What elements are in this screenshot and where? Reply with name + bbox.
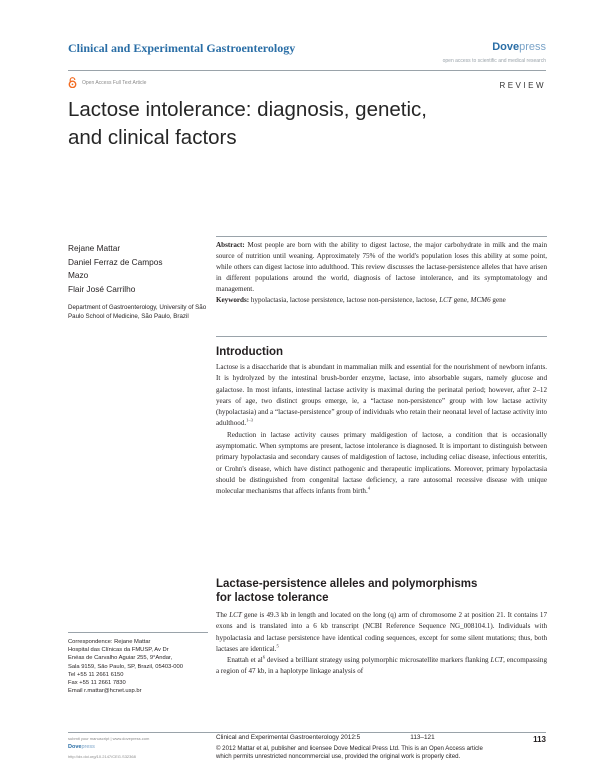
- author-list: [68, 242, 208, 296]
- brand-bold: Dove: [492, 41, 520, 53]
- footer-doi-link[interactable]: http://dx.doi.org/10.2147/CEG.S32368: [68, 754, 136, 759]
- footer-journal-citation: [216, 734, 435, 741]
- header-rule: [68, 70, 546, 71]
- intro-paragraph-2: [216, 430, 547, 498]
- corr-tel: Tel +55 11 2661 6150: [68, 671, 124, 678]
- introduction-body: [216, 362, 547, 498]
- affiliation: Department of Gastroenterology, University of São Paulo School of Medicine, São Paulo, Brazil: [68, 304, 207, 320]
- lactase-p2-b: devised a brilliant strategy using polymorphic microsatellite markers flanking: [264, 656, 491, 665]
- copyright-line-2: which permits unrestricted noncommercial use, provided the original work is properly cited.: [216, 753, 461, 761]
- open-access-lock-icon: [68, 77, 77, 88]
- dovepress-logo: [492, 41, 546, 53]
- correspondence-block: [68, 638, 210, 695]
- keyword-mcm6: MCM6: [470, 295, 491, 304]
- corr-email: Email r.mattar@hcnet.usp.br: [68, 688, 142, 695]
- author-2: Daniel Ferraz de Campos: [68, 256, 163, 267]
- intro-p1-ref: 1–3: [246, 418, 253, 424]
- lactase-p1-text: gene is 49.3 kb in length and located on the long (q) arm of chromosome 2 at position 21. It contains 17 exons and is translated into a 6 kb transcript (NCBI Reference Sequence NG_008104.1). Individuals with hypolactasia and lactase persistence have identical coding sequences, except for some silent mutations; thus, both lactases are identical.: [216, 611, 547, 653]
- abstract-text: Most people are born with the ability to digest lactose, the major carbohydrate in milk and the main source of nutrition until weaning. Approximately 75% of the world's population loses this ability at some point, while others can digest lactose into adulthood. This review discusses the lactase-persistence alleles that have arisen in different populations around the world, diagnosis of lactose intolerance, and its symptomatology and management.: [216, 241, 547, 293]
- intro-p2-text: Reduction in lactase activity causes primary maldigestion of lactose, a condition that is occasionally asymptomatic. When symptoms are present, lactose intolerance is diagnosed. It is important to distinguish between primary hypolactasia and secondary causes of maldigestion of lactose, including celiac disease, infectious enteritis, or Crohn's disease, which have distinct pathogenic and therapeutic implications. Moreover, primary hypolactasia should be distinguished from congenital lactase deficiency, a rare autosomal recessive disease with unique molecular mechanisms that affects infants from birth.: [216, 430, 547, 496]
- corr-line-4: Sala 9159, São Paulo, SP, Brazil, 05403-000: [68, 663, 183, 670]
- footer-submit-link[interactable]: submit your manuscript | www.dovepress.com: [68, 736, 150, 741]
- keyword-lct: LCT: [439, 295, 452, 304]
- abstract-block: [216, 240, 547, 305]
- intro-paragraph-1: [216, 362, 547, 430]
- footer-brand-light: press: [81, 744, 95, 750]
- lactase-paragraph-2: [216, 655, 547, 678]
- section-heading-lactase-persistence: [216, 577, 516, 605]
- article-title: [68, 96, 488, 152]
- footer-brand-bold: Dove: [68, 744, 82, 750]
- corr-fax: Fax +55 11 2661 7830: [68, 680, 126, 687]
- intro-p2-ref: 4: [367, 485, 370, 491]
- author-1: Rejane Mattar: [68, 243, 121, 253]
- lactase-body: [216, 610, 547, 678]
- keywords-text: hypolactasia, lactose persistence, lactose non-persistence, lactose,: [249, 295, 440, 304]
- abstract-rule-top: [216, 236, 547, 237]
- lactase-heading-line-2: for lactose tolerance: [216, 592, 329, 604]
- lactase-p1-ref: 5: [276, 643, 279, 649]
- journal-title: Clinical and Experimental Gastroenterology: [68, 41, 296, 55]
- footer-journal: Clinical and Experimental Gastroenterology 2012:5: [216, 734, 361, 741]
- open-access-row: [68, 77, 146, 88]
- footer-pages: 113–121: [410, 734, 435, 741]
- lactase-p2-a: Enattah et al: [227, 656, 263, 665]
- page-number: 113: [533, 735, 546, 744]
- article-type: REVIEW: [499, 81, 546, 90]
- title-line-1: Lactose intolerance: diagnosis, genetic,: [68, 98, 427, 121]
- lactase-p2-ref: 6: [262, 654, 265, 660]
- footer-copyright: [216, 745, 526, 762]
- abstract-label: Abstract:: [216, 241, 245, 249]
- brand-light: press: [519, 41, 546, 53]
- keyword-gene: gene,: [451, 295, 471, 304]
- correspondence-rule: [68, 632, 208, 633]
- title-line-2: and clinical factors: [68, 126, 237, 149]
- lactase-p2-c: , encompassing a region of 47 kb, in a haplotype linkage analysis of: [216, 656, 547, 676]
- lactase-paragraph-1: [216, 610, 547, 655]
- open-access-label: Open Access Full Text Article: [82, 79, 147, 86]
- brand-tagline: open access to scientific and medical research: [442, 58, 546, 64]
- corr-line-2: Hospital das Clínicas da FMUSP, Av Dr: [68, 647, 169, 654]
- lactase-p2-lct: LCT: [490, 656, 504, 665]
- corr-line-1: Correspondence: Rejane Mattar: [68, 639, 151, 645]
- footer-dovepress-logo: [68, 744, 95, 750]
- author-3: Flair José Carrilho: [68, 283, 136, 294]
- keywords-label: Keywords:: [216, 295, 250, 304]
- corr-line-3: Enéas de Carvalho Aguiar 255, 9°Andar,: [68, 655, 173, 662]
- lactase-heading-line-1: Lactase-persistence alleles and polymorphisms: [216, 578, 478, 590]
- keyword-gene-end: gene: [490, 295, 506, 304]
- copyright-line-1: © 2012 Mattar et al, publisher and licensee Dove Medical Press Ltd. This is an Open Access article: [216, 745, 483, 752]
- lactase-p1-the: The: [216, 611, 230, 619]
- author-2-cont: Mazo: [68, 270, 89, 280]
- abstract-rule-bottom: [216, 336, 547, 337]
- intro-p1-text: Lactose is a disaccharide that is abundant in mammalian milk and essential for the nourishment of newborn infants. It is hydrolyzed by the intestinal brush-border enzyme, lactase, into absorbable sugars, namely glucose and galactose. In most infants, intestinal lactase activity is maximal during the perinatal period; however, after 2–12 years of age, two distinct groups emerge, ie, a “lactase non-persistence” group with low lactase activity (hypolactasia) and a “lactase-persistence” group of individuals who retain their neonatal level of lactase activity into adulthood.: [216, 363, 547, 428]
- footer-rule: [68, 732, 546, 733]
- lactase-p1-lct: LCT: [229, 611, 242, 619]
- section-heading-introduction: Introduction: [216, 346, 284, 358]
